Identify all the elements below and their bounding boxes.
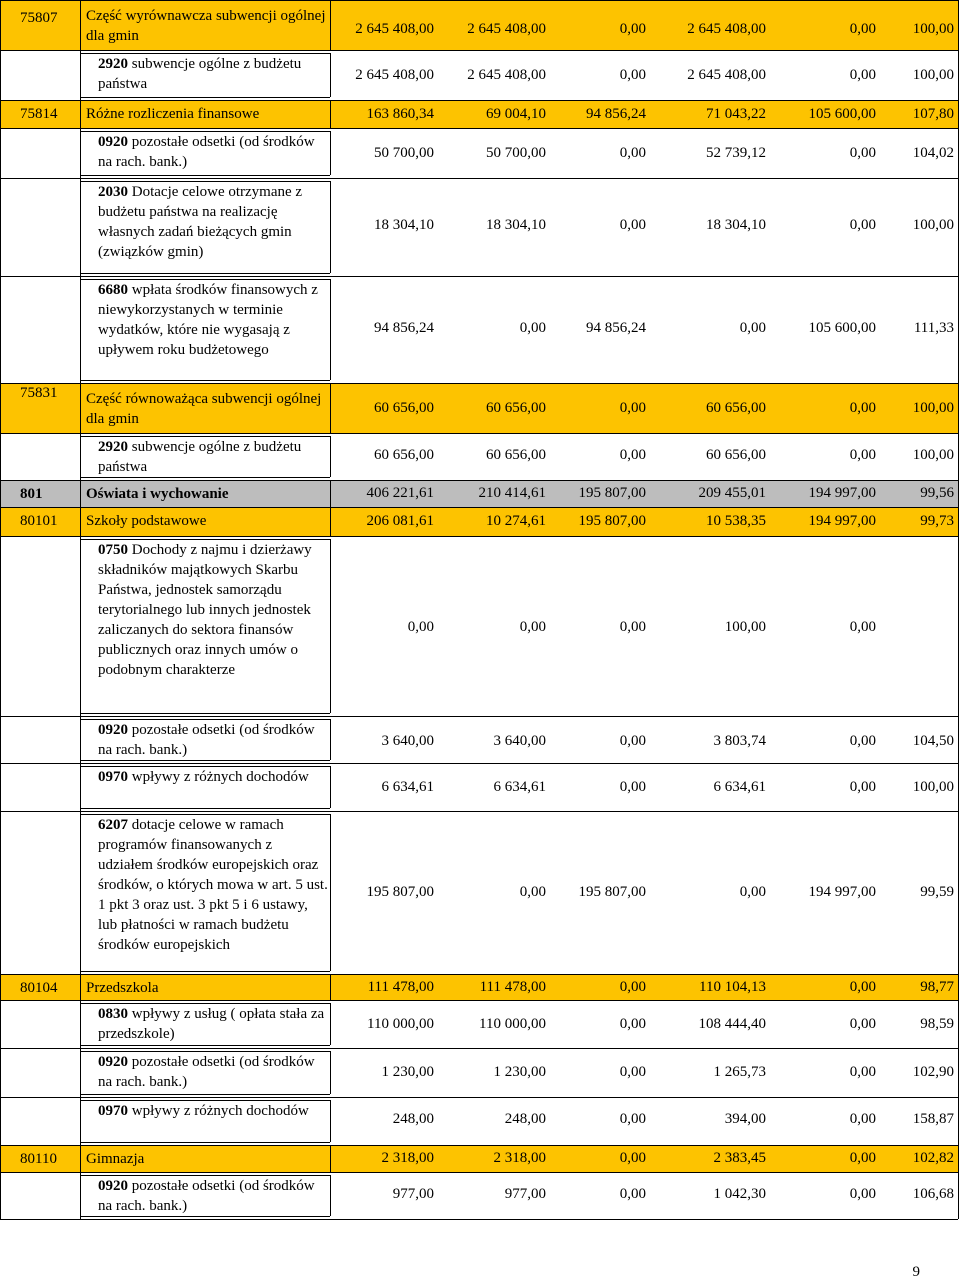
- value-cell: 209 455,01: [698, 485, 766, 501]
- paragraph-code: 0920: [98, 134, 128, 150]
- row-code: 80110: [20, 1151, 57, 1167]
- value-cell: 105 600,00: [808, 320, 876, 336]
- value-cell: 106,68: [912, 1186, 954, 1202]
- value-cell: 0,00: [739, 884, 766, 900]
- row-title: Przedszkola: [86, 980, 159, 996]
- value-cell: 0,00: [519, 619, 546, 635]
- paragraph-code: 0920: [98, 722, 128, 738]
- value-cell: 10 538,35: [706, 513, 766, 529]
- row-title: Oświata i wychowanie: [86, 486, 229, 502]
- value-cell: 210 414,61: [478, 485, 546, 501]
- value-cell: 2 645 408,00: [687, 67, 766, 83]
- item-label: [86, 815, 330, 955]
- row-code: 75831: [20, 385, 58, 401]
- value-cell: 0,00: [849, 1111, 876, 1127]
- paragraph-text: subwencje ogólne z budżetu państwa: [98, 56, 302, 92]
- value-cell: 0,00: [619, 1150, 646, 1166]
- item-label: [86, 1176, 330, 1216]
- row-title: Szkoły podstawowe: [86, 513, 207, 529]
- value-cell: 0,00: [849, 779, 876, 795]
- paragraph-text: Dochody z najmu i dzierżawy składników majątkowych Skarbu Państwa, jednostek samorządu terytorialnego lub innych jednostek zaliczanych do sektora finansów publicznych oraz innych umów o podobnym charakterze: [98, 542, 312, 678]
- page-number: 9: [912, 1264, 920, 1280]
- value-cell: 60 656,00: [374, 400, 434, 416]
- value-cell: 10 274,61: [486, 513, 546, 529]
- value-cell: 60 656,00: [706, 400, 766, 416]
- value-cell: 2 645 408,00: [467, 21, 546, 37]
- value-cell: 6 634,61: [493, 779, 546, 795]
- value-cell: 0,00: [849, 619, 876, 635]
- value-cell: 60 656,00: [706, 447, 766, 463]
- value-cell: 0,00: [519, 320, 546, 336]
- value-cell: 94 856,24: [586, 106, 646, 122]
- paragraph-code: 0920: [98, 1054, 128, 1070]
- value-cell: 1 265,73: [713, 1064, 766, 1080]
- paragraph-code: 2030: [98, 184, 128, 200]
- value-cell: 18 304,10: [486, 217, 546, 233]
- value-cell: 394,00: [724, 1111, 766, 1127]
- value-cell: 104,02: [912, 145, 954, 161]
- value-cell: 977,00: [392, 1186, 434, 1202]
- item-label: [86, 720, 330, 760]
- row-title: Różne rozliczenia finansowe: [86, 106, 260, 122]
- value-cell: 100,00: [912, 400, 954, 416]
- value-cell: 0,00: [849, 447, 876, 463]
- value-cell: 163 860,34: [366, 106, 434, 122]
- value-cell: 0,00: [849, 733, 876, 749]
- value-cell: 100,00: [912, 447, 954, 463]
- paragraph-text: wpływy z różnych dochodów: [131, 769, 309, 785]
- value-cell: 100,00: [912, 217, 954, 233]
- value-cell: 99,59: [920, 884, 954, 900]
- value-cell: 3 640,00: [381, 733, 434, 749]
- value-cell: 2 645 408,00: [467, 67, 546, 83]
- item-label: [86, 1004, 330, 1044]
- value-cell: 0,00: [619, 447, 646, 463]
- value-cell: 0,00: [849, 145, 876, 161]
- value-cell: 99,56: [920, 485, 954, 501]
- value-cell: 100,00: [724, 619, 766, 635]
- paragraph-text: pozostałe odsetki (od środków na rach. bank.): [98, 722, 315, 758]
- value-cell: 1 042,30: [713, 1186, 766, 1202]
- value-cell: 50 700,00: [374, 145, 434, 161]
- value-cell: 0,00: [619, 619, 646, 635]
- value-cell: 60 656,00: [374, 447, 434, 463]
- value-cell: 52 739,12: [706, 145, 766, 161]
- paragraph-code: 0970: [98, 769, 128, 785]
- value-cell: 111,33: [913, 320, 954, 336]
- value-cell: 248,00: [504, 1111, 546, 1127]
- value-cell: 2 383,45: [713, 1150, 766, 1166]
- row-code: 75814: [20, 106, 58, 122]
- value-cell: 100,00: [912, 779, 954, 795]
- value-cell: 6 634,61: [381, 779, 434, 795]
- value-cell: 107,80: [912, 106, 954, 122]
- paragraph-text: subwencje ogólne z budżetu państwa: [98, 439, 302, 475]
- paragraph-text: dotacje celowe w ramach programów finansowanych z udziałem środków europejskich oraz środków, o których mowa w art. 5 ust. 1 pkt 3 oraz ust. 3 pkt 5 i 6 ustawy, lub płatności w ramach budżetu środków europejskich: [98, 817, 328, 953]
- value-cell: 71 043,22: [706, 106, 766, 122]
- item-label: [86, 1052, 330, 1092]
- value-cell: 0,00: [849, 1186, 876, 1202]
- value-cell: 2 645 408,00: [355, 21, 434, 37]
- value-cell: 0,00: [407, 619, 434, 635]
- value-cell: 18 304,10: [706, 217, 766, 233]
- row-title: Część wyrównawcza subwencji ogólnej dla gmin: [86, 8, 326, 44]
- value-cell: 0,00: [619, 400, 646, 416]
- value-cell: 0,00: [619, 779, 646, 795]
- value-cell: 977,00: [504, 1186, 546, 1202]
- item-label: [86, 182, 330, 262]
- value-cell: 0,00: [849, 217, 876, 233]
- item-label: [86, 1101, 330, 1121]
- paragraph-code: 6207: [98, 817, 128, 833]
- value-cell: 94 856,24: [374, 320, 434, 336]
- value-cell: 194 997,00: [808, 485, 876, 501]
- row-code: 801: [20, 486, 43, 502]
- row-title: Część równoważąca subwencji ogólnej dla gmin: [86, 391, 322, 427]
- value-cell: 60 656,00: [486, 447, 546, 463]
- value-cell: 6 634,61: [713, 779, 766, 795]
- value-cell: 0,00: [849, 1016, 876, 1032]
- value-cell: 0,00: [619, 1111, 646, 1127]
- value-cell: 110 000,00: [479, 1016, 546, 1032]
- paragraph-text: pozostałe odsetki (od środków na rach. bank.): [98, 1178, 315, 1214]
- paragraph-code: 6680: [98, 282, 128, 298]
- value-cell: 110 000,00: [367, 1016, 434, 1032]
- value-cell: 0,00: [619, 67, 646, 83]
- value-cell: 0,00: [619, 21, 646, 37]
- value-cell: 100,00: [912, 67, 954, 83]
- value-cell: 105 600,00: [808, 106, 876, 122]
- value-cell: 2 645 408,00: [687, 21, 766, 37]
- value-cell: 0,00: [619, 733, 646, 749]
- value-cell: 0,00: [619, 1064, 646, 1080]
- value-cell: 99,73: [920, 513, 954, 529]
- paragraph-code: 0920: [98, 1178, 128, 1194]
- value-cell: 0,00: [849, 400, 876, 416]
- value-cell: 1 230,00: [493, 1064, 546, 1080]
- value-cell: 104,50: [912, 733, 954, 749]
- paragraph-text: wpływy z usług ( opłata stała za przedszkole): [98, 1006, 325, 1042]
- value-cell: 195 807,00: [366, 884, 434, 900]
- value-cell: 60 656,00: [486, 400, 546, 416]
- value-cell: 98,77: [920, 979, 954, 995]
- item-label: [86, 280, 330, 360]
- value-cell: 100,00: [912, 21, 954, 37]
- value-cell: 0,00: [519, 884, 546, 900]
- row-code: 80104: [20, 980, 58, 996]
- value-cell: 102,90: [912, 1064, 954, 1080]
- value-cell: 94 856,24: [586, 320, 646, 336]
- value-cell: 111 478,00: [479, 979, 546, 995]
- value-cell: 50 700,00: [486, 145, 546, 161]
- value-cell: 0,00: [619, 145, 646, 161]
- item-label: [86, 54, 330, 94]
- row-code: 80101: [20, 513, 58, 529]
- value-cell: 18 304,10: [374, 217, 434, 233]
- value-cell: 102,82: [912, 1150, 954, 1166]
- paragraph-code: 0830: [98, 1006, 128, 1022]
- value-cell: 0,00: [849, 21, 876, 37]
- item-label: [86, 540, 330, 680]
- value-cell: 108 444,40: [698, 1016, 766, 1032]
- value-cell: 0,00: [849, 67, 876, 83]
- value-cell: 158,87: [912, 1111, 954, 1127]
- value-cell: 0,00: [619, 979, 646, 995]
- value-cell: 98,59: [920, 1016, 954, 1032]
- paragraph-text: pozostałe odsetki (od środków na rach. bank.): [98, 134, 315, 170]
- paragraph-text: wpłata środków finansowych z niewykorzystanych w terminie wydatków, które nie wygasają z upływem roku budżetowego: [98, 282, 318, 358]
- value-cell: 0,00: [849, 1064, 876, 1080]
- value-cell: 195 807,00: [578, 513, 646, 529]
- paragraph-code: 0750: [98, 542, 128, 558]
- value-cell: 248,00: [392, 1111, 434, 1127]
- item-label: [86, 437, 330, 477]
- value-cell: 195 807,00: [578, 485, 646, 501]
- value-cell: 3 803,74: [713, 733, 766, 749]
- value-cell: 0,00: [849, 1150, 876, 1166]
- value-cell: 194 997,00: [808, 884, 876, 900]
- value-cell: 2 645 408,00: [355, 67, 434, 83]
- value-cell: 2 318,00: [381, 1150, 434, 1166]
- value-cell: 0,00: [619, 217, 646, 233]
- paragraph-text: Dotacje celowe otrzymane z budżetu państwa na realizację własnych zadań bieżących gmin (związków gmin): [98, 184, 303, 260]
- value-cell: 206 081,61: [366, 513, 434, 529]
- paragraph-code: 2920: [98, 439, 128, 455]
- paragraph-text: pozostałe odsetki (od środków na rach. bank.): [98, 1054, 315, 1090]
- value-cell: 3 640,00: [493, 733, 546, 749]
- value-cell: 194 997,00: [808, 513, 876, 529]
- value-cell: 195 807,00: [578, 884, 646, 900]
- value-cell: 0,00: [619, 1016, 646, 1032]
- row-code: 75807: [20, 10, 58, 26]
- paragraph-code: 0970: [98, 1103, 128, 1119]
- item-label: [86, 132, 330, 172]
- value-cell: 1 230,00: [381, 1064, 434, 1080]
- value-cell: 110 104,13: [699, 979, 766, 995]
- paragraph-code: 2920: [98, 56, 128, 72]
- value-cell: 111 478,00: [367, 979, 434, 995]
- value-cell: 2 318,00: [493, 1150, 546, 1166]
- item-label: [86, 767, 330, 787]
- value-cell: 69 004,10: [486, 106, 546, 122]
- value-cell: 406 221,61: [366, 485, 434, 501]
- row-title: Gimnazja: [86, 1151, 145, 1167]
- value-cell: 0,00: [849, 979, 876, 995]
- paragraph-text: wpływy z różnych dochodów: [131, 1103, 309, 1119]
- value-cell: 0,00: [619, 1186, 646, 1202]
- value-cell: 0,00: [739, 320, 766, 336]
